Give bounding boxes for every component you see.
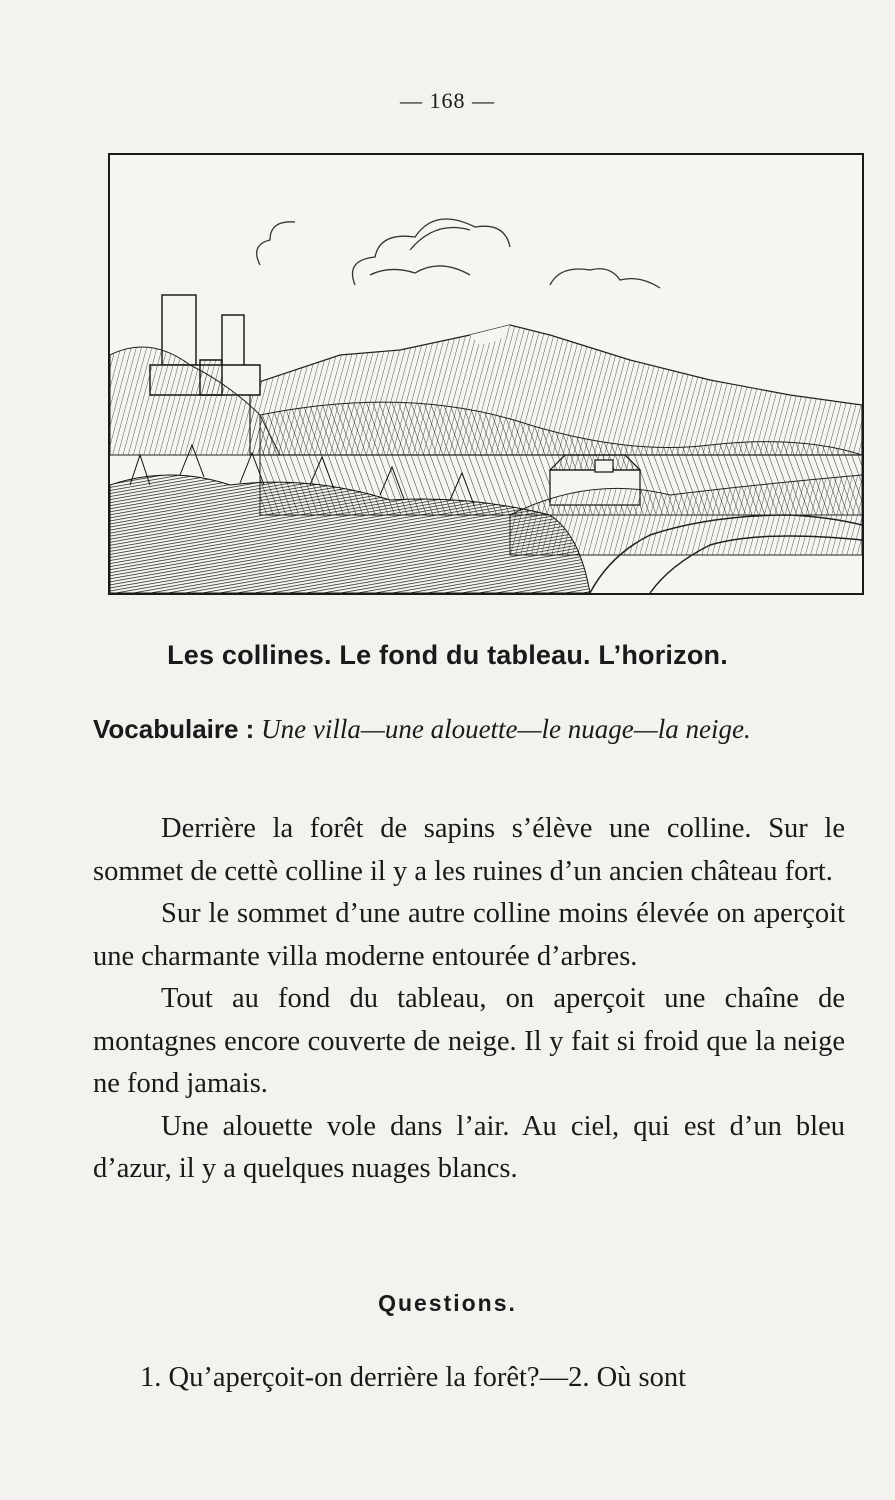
text-body <box>93 808 845 1191</box>
paragraph: Derrière la forêt de sapins s’élève une colline. Sur le sommet de cettè colline il y a les ruines d’un ancien château fort. <box>93 813 845 887</box>
paragraph: Sur le sommet d’une autre colline moins élevée on aperçoit une charmante villa moderne entourée d’arbres. <box>93 898 845 972</box>
paragraph: Tout au fond du tableau, on aperçoit une chaîne de montagnes encore couverte de neige. Il y fait si froid que la neige ne fond jamais. <box>93 983 845 1099</box>
landscape-illustration <box>108 153 864 595</box>
question-line: 1. Qu’aperçoit-on derrière la forêt?—2. Où sont <box>140 1362 687 1393</box>
questions-heading: Questions. <box>378 1290 517 1316</box>
vocabulary <box>93 706 848 752</box>
page-number: — 168 — <box>400 88 495 113</box>
caption: Les collines. Le fond du tableau. L’horizon. <box>167 640 728 670</box>
vocabulary-label: Vocabulaire : <box>93 714 255 744</box>
cloud-shape <box>257 219 660 288</box>
paragraph: Une alouette vole dans l’air. Au ciel, qui est d’un bleu d’azur, il y a quelques nuages blancs. <box>93 1110 845 1184</box>
vocabulary-words: Une villa—une alouette—le nuage—la neige. <box>261 714 751 744</box>
